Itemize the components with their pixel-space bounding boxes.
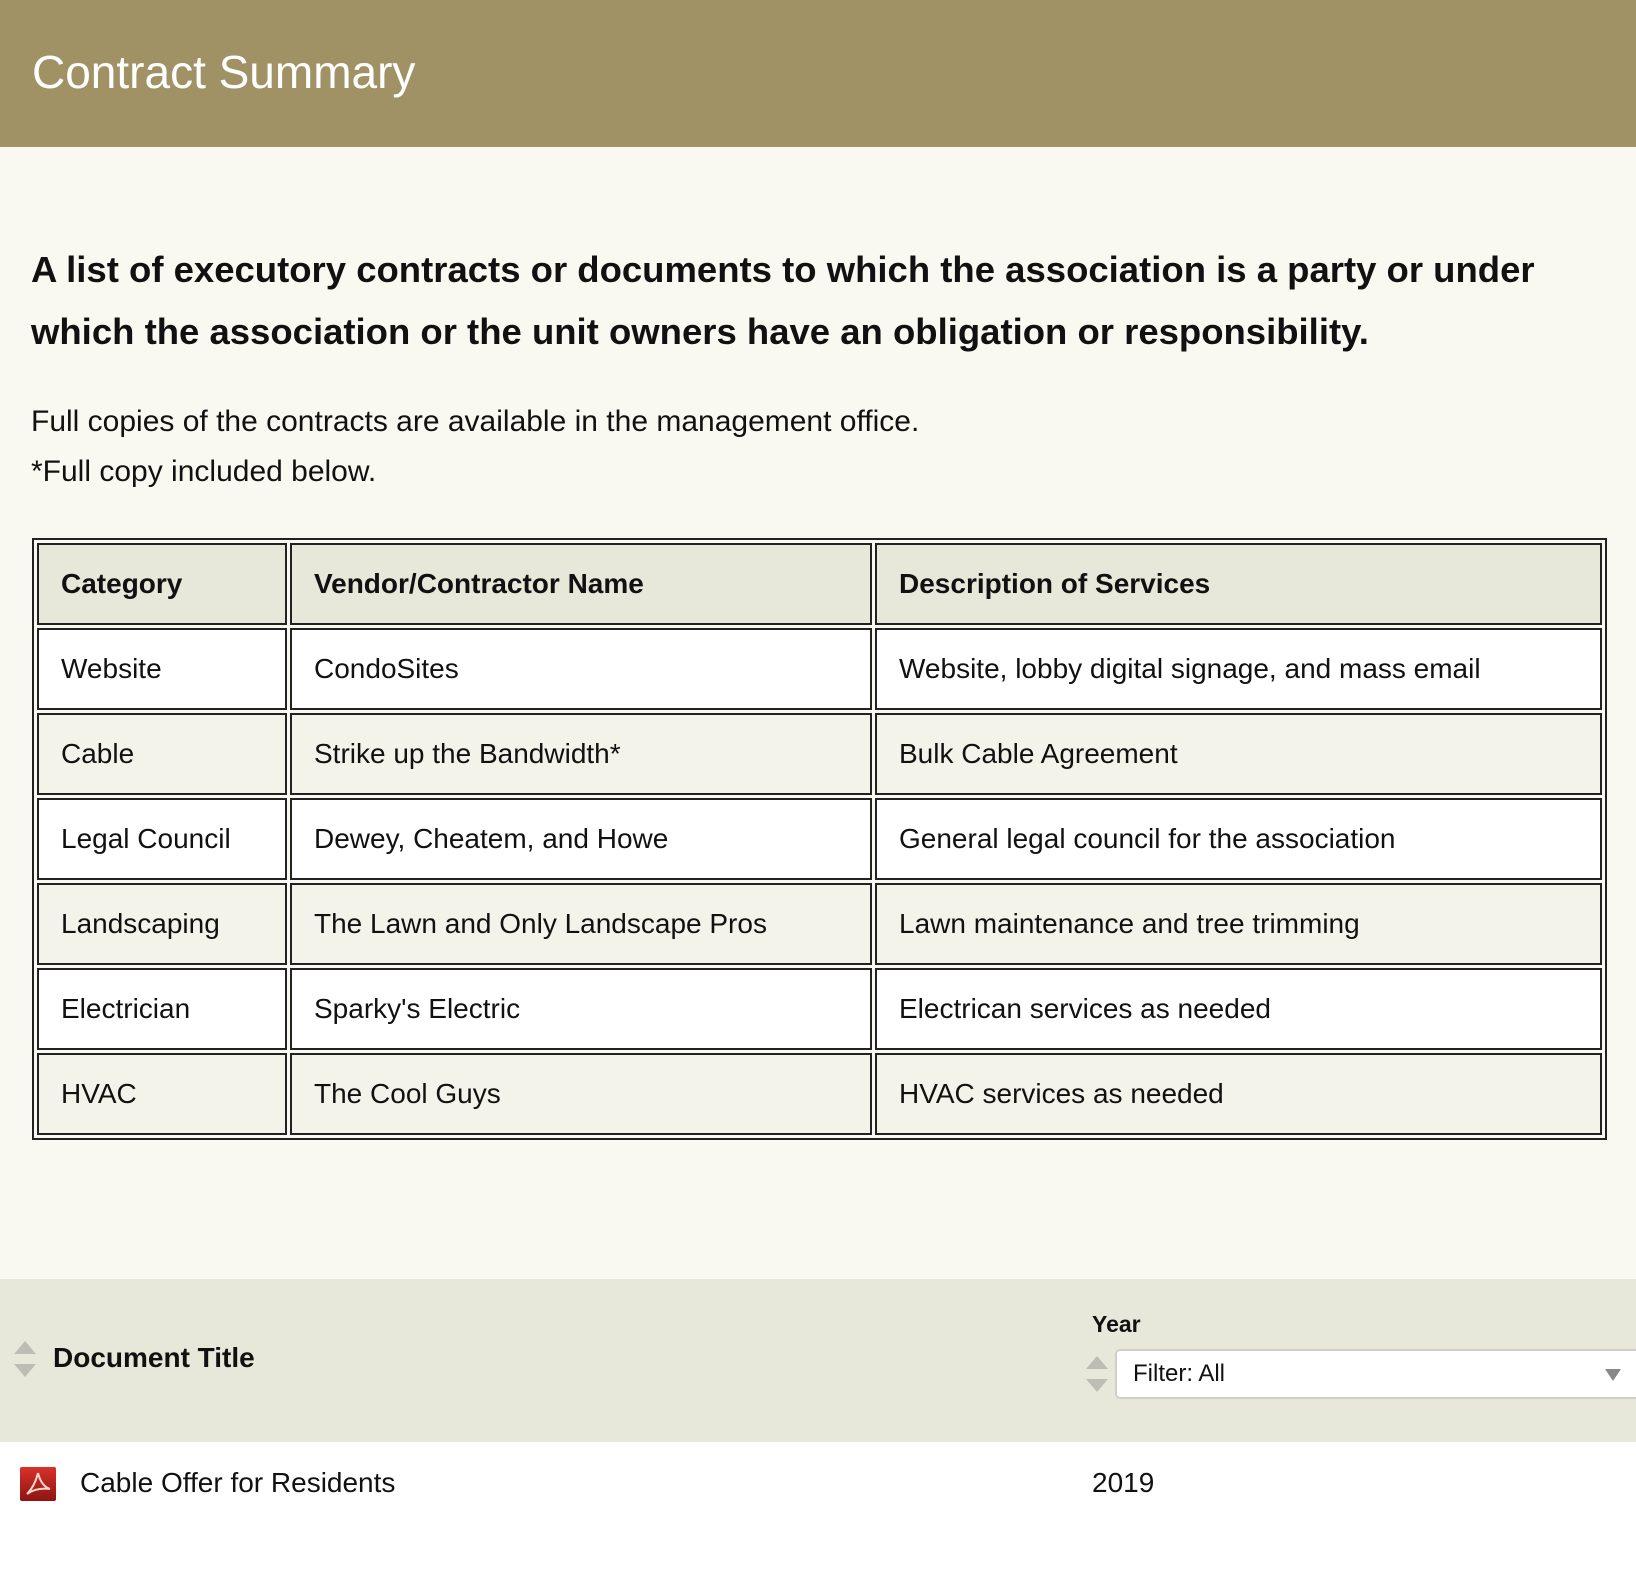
year-header[interactable]: Year [1092,1311,1141,1337]
cell-category: Cable [37,713,287,795]
sort-up-icon [1086,1356,1108,1369]
page-title: Contract Summary [32,45,416,98]
cell-category: Website [37,628,287,710]
document-row[interactable] [0,1442,1636,1524]
cell-description: General legal council for the association [875,798,1602,880]
acrobat-glyph-icon [20,1467,56,1501]
cell-description: Electrican services as needed [875,968,1602,1050]
cell-category: HVAC [37,1053,287,1135]
cell-category: Landscaping [37,883,287,965]
document-title-header[interactable]: Document Title [53,1342,255,1373]
cell-vendor: Strike up the Bandwidth* [290,713,872,795]
table-row [37,883,1602,965]
table-row [37,1053,1602,1135]
cell-category: Legal Council [37,798,287,880]
document-year: 2019 [1092,1467,1155,1498]
cell-vendor: CondoSites [290,628,872,710]
cell-vendor: The Lawn and Only Landscape Pros [290,883,872,965]
cell-description: Website, lobby digital signage, and mass email [875,628,1602,710]
sort-year-icon[interactable] [1086,1356,1108,1392]
column-header-category: Category [37,543,287,625]
contracts-table [32,538,1607,1140]
cell-description: Bulk Cable Agreement [875,713,1602,795]
full-copy-note: *Full copy included below. [31,455,377,488]
cell-description: Lawn maintenance and tree trimming [875,883,1602,965]
sort-title-icon[interactable] [14,1341,36,1377]
sort-down-icon [1086,1379,1108,1392]
sort-up-icon [14,1341,36,1354]
table-row [37,713,1602,795]
column-header-vendor: Vendor/Contractor Name [290,543,872,625]
sort-down-icon [14,1364,36,1377]
chevron-down-icon [1605,1369,1621,1381]
cell-vendor: Dewey, Cheatem, and Howe [290,798,872,880]
cell-vendor: The Cool Guys [290,1053,872,1135]
document-title-link[interactable]: Cable Offer for Residents [80,1467,396,1498]
cell-vendor: Sparky's Electric [290,968,872,1050]
cell-description: HVAC services as needed [875,1053,1602,1135]
column-header-description: Description of Services [875,543,1602,625]
main-content [0,147,1636,1279]
year-filter-select[interactable] [1115,1349,1636,1399]
table-header-row [37,543,1602,625]
documents-header [0,1279,1636,1442]
intro-heading: A list of executory contracts or documents to which the association is a party or under which the association or the unit owners have an obligation or responsibility. [31,249,1535,352]
year-filter-value: Filter: All [1133,1360,1226,1387]
table-row [37,968,1602,1050]
cell-category: Electrician [37,968,287,1050]
table-row [37,798,1602,880]
page-banner [0,0,1636,147]
table-row [37,628,1602,710]
intro-note: Full copies of the contracts are available in the management office. [31,405,920,438]
pdf-icon [20,1467,56,1501]
